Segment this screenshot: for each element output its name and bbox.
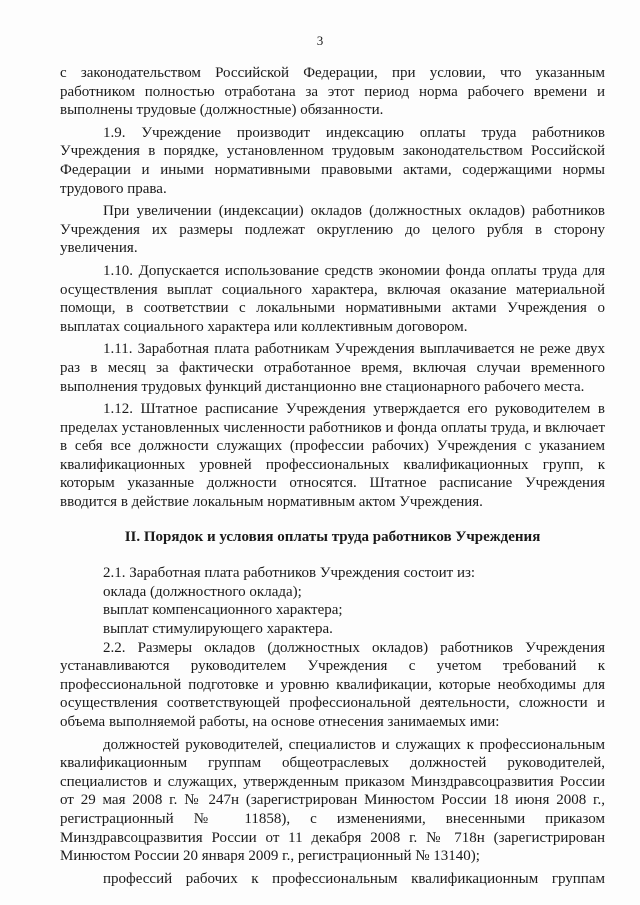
page-number: 3	[316, 33, 324, 48]
paragraph-2-1: 2.1. Заработная плата работников Учреждения состоит из:	[103, 565, 476, 582]
paragraph-indexation-rounding: При увеличении (индексации) окладов (должностных окладов) работников Учреждения их размеры подлежат округлению до целого рубля в сторону увеличения.	[60, 203, 605, 257]
list-item: оклада (должностного оклада);	[103, 583, 302, 600]
paragraph-1-12: 1.12. Штатное расписание Учреждения утверждается его руководителем в пределах установленных численности работников и фонда оплаты труда, и включает в себя все должности служащих (профессии рабочих) Учреждения с указанием квалификационных уровней профессиональных квалификационных групп, к которым указанные должности относятся. Штатное расписание Учреждения вводится в действие локальным нормативным актом Учреждения.	[60, 401, 605, 511]
paragraph-positions-groups: должностей руководителей, специалистов и служащих к профессиональным квалификационным группам общеотраслевых должностей руководителей, специалистов и служащих, утвержденным приказом Минздравсоцразвития России от 29 мая 2008 г. № 247н (зарегистрирован Минюстом России 18 июня 2008 г., регистрационный № 11858), с изменениями, внесенными приказом Минздравсоцразвития России от 11 декабря 2008 г. № 718н (зарегистрирован Минюстом России 20 января 2009 г., регистрационный № 13140);	[60, 736, 605, 865]
list-item: выплат компенсационного характера;	[103, 602, 343, 619]
paragraph-workers-groups: профессий рабочих к профессиональным квалификационным группам	[103, 870, 605, 887]
paragraph-continuation: с законодательством Российской Федерации, при условии, что указанным работником полностью отработана за этот период норма рабочего времени и выполнены трудовые (должностные) обязанности.	[60, 65, 605, 119]
document-body	[60, 64, 605, 888]
paragraph-2-2: 2.2. Размеры окладов (должностных окладов) работников Учреждения устанавливаются руководителем Учреждения с учетом требований к профессиональной подготовке и уровню квалификации, которые необходимы для осуществления соответствующей профессиональной деятельности, сложности и объема выполняемой работы, на основе отнесения занимаемых ими:	[60, 639, 605, 730]
section-2-title: II. Порядок и условия оплаты труда работников Учреждения	[124, 528, 541, 545]
list-item: выплат стимулирующего характера.	[103, 621, 333, 638]
paragraph-1-9: 1.9. Учреждение производит индексацию оплаты труда работников Учреждения в порядке, установленном трудовым законодательством Российской Федерации и иными нормативными правовыми актами, содержащими нормы трудового права.	[60, 124, 605, 197]
paragraph-1-11: 1.11. Заработная плата работникам Учреждения выплачивается не реже двух раз в месяц за фактически отработанное время, включая случаи временного выполнения трудовых функций дистанционно вне стационарного рабочего места.	[60, 341, 605, 395]
paragraph-1-10: 1.10. Допускается использование средств экономии фонда оплаты труда для осуществления выплат социального характера, включая оказание материальной помощи, в соответствии с локальными нормативными актами Учреждения о выплатах социального характера или коллективным договором.	[60, 262, 605, 335]
